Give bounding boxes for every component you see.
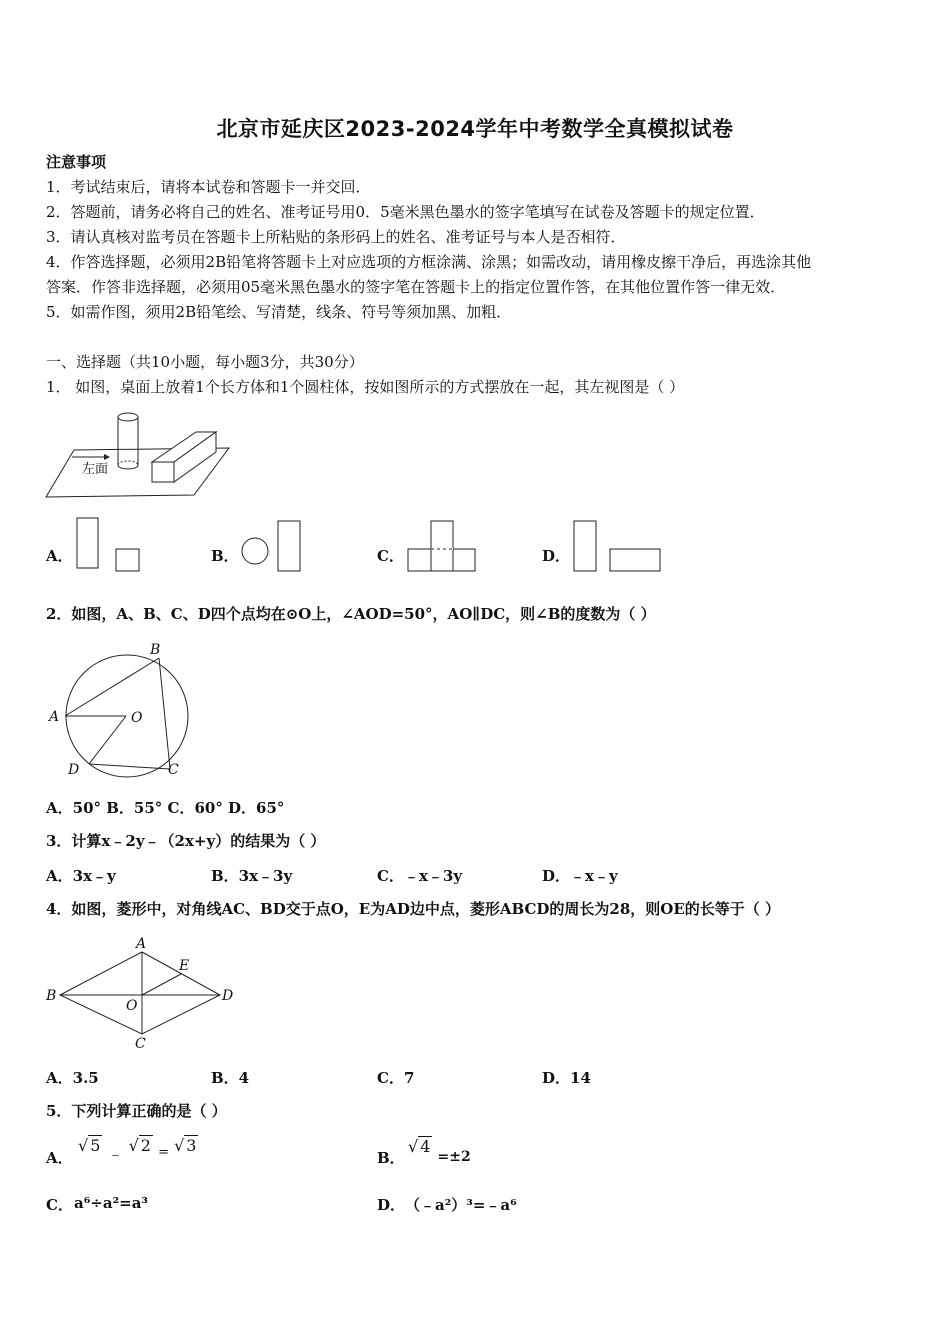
- q1-option-c[interactable]: C．: [377, 547, 404, 565]
- question-4-stem: 4．如图，菱形中，对角线AC、BD交于点O，E为AD边中点，菱形ABCD的周长为28，则OE的长等于（ ）: [46, 900, 780, 918]
- q2-label-d: D: [68, 762, 80, 778]
- q5-a-radicand-1: 5: [90, 1136, 101, 1155]
- q1-option-a[interactable]: A．: [46, 547, 73, 565]
- sqrt-symbol: √ 3: [174, 1136, 197, 1155]
- q4-label-e: E: [179, 958, 190, 974]
- question-2-stem: 2．如图，A、B、C、D四个点均在⊙O上，∠AOD=50°，AO∥DC，则∠B的度数为（ ）: [46, 605, 656, 623]
- q2-label-b: B: [150, 642, 161, 658]
- q3-option-d[interactable]: D．﹣x﹣y: [542, 867, 618, 885]
- question-3-stem: 3．计算x﹣2y﹣（2x+y）的结果为（ ）: [46, 832, 326, 850]
- question-5-stem: 5．下列计算正确的是（ ）: [46, 1102, 227, 1120]
- page-title: 北京市延庆区2023-2024学年中考数学全真模拟试卷: [216, 117, 734, 141]
- q4-label-a: A: [136, 936, 147, 952]
- q1-figure: [44, 410, 244, 505]
- question-1-stem: 1． 如图，桌面上放着1个长方体和1个圆柱体，按如图所示的方式摆放在一起，其左视图是（ ）: [46, 378, 685, 396]
- q4-label-c: C: [135, 1036, 146, 1052]
- sqrt-symbol: √ 4: [408, 1137, 431, 1156]
- q5-b-rest: =±2: [437, 1149, 471, 1165]
- q5-a-radicand-3: 3: [186, 1136, 197, 1155]
- q4-option-b[interactable]: B．4: [211, 1069, 250, 1087]
- q3-option-b[interactable]: B．3x﹣3y: [211, 867, 293, 885]
- q2-label-a: A: [49, 709, 60, 725]
- notice-item: 4．作答选择题，必须用2B铅笔将答题卡上对应选项的方框涂满、涂黑；如需改动，请用橡皮擦干净后，再选涂其他: [46, 253, 812, 271]
- q4-figure: [44, 934, 239, 1052]
- q5-option-d-label[interactable]: D．: [377, 1196, 406, 1214]
- q5-a-radicand-2: 2: [140, 1136, 151, 1155]
- q2-label-c: C: [168, 762, 179, 778]
- q5-option-b-label[interactable]: B．: [377, 1149, 405, 1167]
- q1-option-d[interactable]: D．: [542, 547, 571, 565]
- q5-option-a-expr: [78, 1136, 198, 1163]
- q5-option-a-label[interactable]: A．: [46, 1149, 73, 1167]
- q5-option-c-label[interactable]: C．: [46, 1196, 73, 1214]
- q1-option-a-figure: [76, 518, 142, 574]
- section-heading: 一、选择题（共10小题，每小题3分，共30分）: [46, 353, 364, 371]
- q4-label-d: D: [222, 988, 234, 1004]
- q1-option-b-figure: [240, 520, 306, 576]
- sqrt-symbol: √ 2: [128, 1136, 151, 1155]
- q5-option-d-expr: （﹣a²）³=﹣a⁶: [405, 1196, 517, 1214]
- q2-figure: [44, 636, 199, 786]
- q4-option-c[interactable]: C．7: [377, 1069, 415, 1087]
- q2-label-o: O: [131, 710, 143, 726]
- q5-option-b-expr: [408, 1137, 471, 1165]
- sqrt-symbol: √ 5: [78, 1136, 101, 1155]
- notice-item: 1．考试结束后，请将本试卷和答题卡一并交回．: [46, 178, 371, 196]
- q2-options[interactable]: A．50° B．55° C．60° D．65°: [46, 799, 285, 817]
- q1-option-b[interactable]: B．: [211, 547, 239, 565]
- notice-heading: 注意事项: [46, 153, 107, 171]
- q4-label-b: B: [46, 988, 57, 1004]
- q3-option-c[interactable]: C．﹣x﹣3y: [377, 867, 463, 885]
- q4-label-o: O: [126, 998, 138, 1014]
- notice-item: 答案．作答非选择题，必须用05毫米黑色墨水的签字笔在答题卡上的指定位置作答，在其他位置作答一律无效．: [46, 278, 786, 296]
- q5-a-op1: ﹣: [107, 1144, 124, 1163]
- q1-option-d-figure: [572, 520, 666, 576]
- notice-item: 5．如需作图，须用2B铅笔绘、写清楚，线条、符号等须加黑、加粗．: [46, 303, 512, 321]
- q5-option-c-expr: a⁶÷a²=a³: [74, 1194, 149, 1212]
- q1-left-label: 左面: [82, 462, 109, 477]
- q4-option-d[interactable]: D．14: [542, 1069, 591, 1087]
- notice-item: 3．请认真核对监考员在答题卡上所粘贴的条形码上的姓名、准考证号与本人是否相符．: [46, 228, 626, 246]
- q5-a-op2: =: [158, 1145, 169, 1160]
- notice-item: 2．答题前，请务必将自己的姓名、准考证号用0．5毫米黑色墨水的签字笔填写在试卷及答题卡的规定位置．: [46, 203, 765, 221]
- q4-option-a[interactable]: A．3.5: [46, 1069, 99, 1087]
- q5-b-radicand: 4: [420, 1137, 431, 1156]
- q3-option-a[interactable]: A．3x﹣y: [46, 867, 116, 885]
- q1-option-c-figure: [406, 520, 478, 576]
